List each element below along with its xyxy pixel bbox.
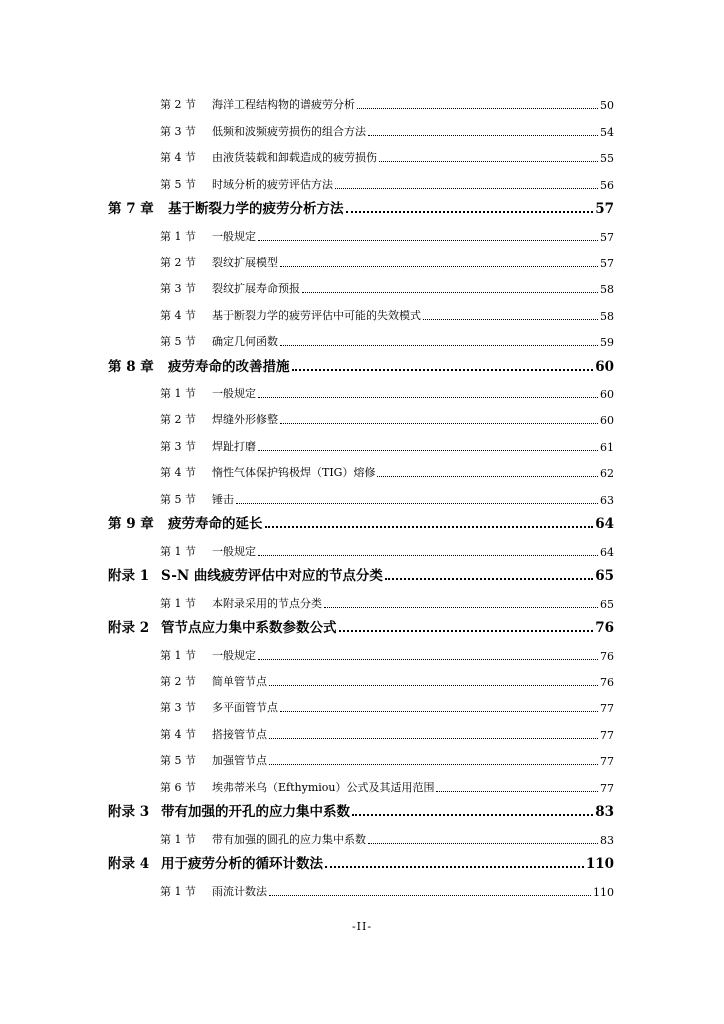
- dot-leader: [280, 266, 598, 267]
- entry-title: 一般规定: [212, 229, 256, 243]
- entry-title: 雨流计数法: [212, 884, 267, 898]
- entry-page-number: 77: [600, 702, 614, 716]
- entry-number: 第 2 节: [160, 255, 196, 269]
- entry-number: 第 5 节: [160, 754, 196, 768]
- entry-title: 惰性气体保护钨极焊（TIG）熔修: [212, 466, 376, 480]
- entry-page-number: 56: [600, 178, 614, 192]
- entry-page-number: 60: [600, 388, 614, 402]
- entry-title: 搭接管节点: [212, 727, 267, 741]
- dot-leader: [339, 630, 594, 632]
- toc-section-entry[interactable]: [108, 480, 614, 506]
- entry-number: 第 3 节: [160, 124, 196, 138]
- entry-number: 第 4 节: [160, 727, 196, 741]
- entry-page-number: 54: [600, 125, 614, 139]
- entry-number: 附录 2: [108, 620, 150, 637]
- entry-page-number: 65: [595, 568, 614, 585]
- entry-page-number: 77: [600, 781, 614, 795]
- entry-number: 第 6 节: [160, 780, 196, 794]
- entry-number: 第 5 节: [160, 335, 196, 349]
- entry-page-number: 110: [593, 885, 614, 899]
- entry-page-number: 77: [600, 755, 614, 769]
- toc-chapter-entry[interactable]: [108, 349, 614, 375]
- toc-section-entry[interactable]: [108, 375, 614, 401]
- entry-title: 一般规定: [212, 387, 256, 401]
- entry-title: 带有加强的开孔的应力集中系数: [161, 804, 350, 821]
- dot-leader: [325, 866, 584, 868]
- entry-page-number: 76: [600, 649, 614, 663]
- toc-chapter-entry[interactable]: [108, 507, 614, 533]
- entry-title: 一般规定: [212, 648, 256, 662]
- dot-leader: [423, 319, 598, 320]
- toc-section-entry[interactable]: [108, 820, 614, 846]
- entry-number: 第 4 节: [160, 151, 196, 165]
- dot-leader: [269, 685, 598, 686]
- entry-title: 疲劳寿命的改善措施: [168, 358, 290, 375]
- entry-page-number: 63: [600, 493, 614, 507]
- entry-title: 由液货装载和卸载造成的疲劳损伤: [212, 151, 377, 165]
- toc-section-entry[interactable]: [108, 742, 614, 768]
- entry-title: 锤击: [212, 492, 234, 506]
- dot-leader: [436, 791, 598, 792]
- dot-leader: [368, 135, 598, 136]
- entry-number: 附录 4: [108, 856, 150, 873]
- entry-title: 时域分析的疲劳评估方法: [212, 177, 333, 191]
- toc-section-entry[interactable]: [108, 689, 614, 715]
- entry-title: 焊趾打磨: [212, 439, 256, 453]
- toc-section-entry[interactable]: [108, 872, 614, 898]
- entry-page-number: 60: [595, 358, 614, 375]
- entry-title: 确定几何函数: [212, 335, 278, 349]
- dot-leader: [258, 659, 598, 660]
- dot-leader: [280, 711, 598, 712]
- entry-number: 第 5 节: [160, 492, 196, 506]
- toc-section-entry[interactable]: [108, 768, 614, 794]
- entry-number: 第 4 节: [160, 466, 196, 480]
- entry-number: 第 3 节: [160, 701, 196, 715]
- toc-section-entry[interactable]: [108, 270, 614, 296]
- entry-title: 疲劳寿命的延长: [168, 516, 263, 533]
- toc-appendix-entry[interactable]: [108, 847, 614, 873]
- entry-number: 第 1 节: [160, 884, 196, 898]
- entry-page-number: 61: [600, 440, 614, 454]
- dot-leader: [258, 555, 598, 556]
- dot-leader: [269, 738, 598, 739]
- entry-number: 第 1 节: [160, 648, 196, 662]
- entry-number: 第 7 章: [108, 201, 154, 218]
- dot-leader: [385, 578, 593, 580]
- entry-number: 第 1 节: [160, 387, 196, 401]
- entry-page-number: 55: [600, 152, 614, 166]
- entry-number: 第 9 章: [108, 516, 154, 533]
- entry-page-number: 57: [600, 230, 614, 244]
- entry-title: 本附录采用的节点分类: [212, 596, 322, 610]
- entry-page-number: 60: [600, 414, 614, 428]
- toc-section-entry[interactable]: [108, 401, 614, 427]
- toc-section-entry[interactable]: [108, 139, 614, 165]
- dot-leader: [269, 895, 591, 896]
- entry-number: 附录 1: [108, 568, 150, 585]
- dot-leader: [280, 423, 598, 424]
- entry-page-number: 62: [600, 467, 614, 481]
- toc-section-entry[interactable]: [108, 323, 614, 349]
- entry-number: 第 3 节: [160, 282, 196, 296]
- entry-page-number: 57: [600, 256, 614, 270]
- dot-leader: [292, 369, 594, 371]
- dot-leader: [377, 476, 598, 477]
- dot-leader: [352, 814, 593, 816]
- dot-leader: [236, 503, 598, 504]
- entry-title: 用于疲劳分析的循环计数法: [161, 856, 323, 873]
- toc-section-entry[interactable]: [108, 454, 614, 480]
- page-number-footer: -II-: [351, 920, 373, 933]
- dot-leader: [302, 292, 598, 293]
- entry-number: 第 4 节: [160, 308, 196, 322]
- entry-page-number: 76: [600, 676, 614, 689]
- dot-leader: [269, 764, 598, 765]
- entry-title: 多平面管节点: [212, 701, 278, 715]
- entry-title: 简单管节点: [212, 675, 267, 688]
- entry-page-number: 50: [600, 99, 614, 113]
- dot-leader: [379, 161, 598, 162]
- entry-number: 附录 3: [108, 804, 150, 821]
- toc-section-entry[interactable]: [108, 244, 614, 270]
- toc-section-entry[interactable]: [108, 715, 614, 741]
- entry-number: 第 1 节: [160, 832, 196, 846]
- toc-section-entry[interactable]: [108, 532, 614, 558]
- dot-leader: [324, 607, 598, 608]
- entry-page-number: 57: [595, 201, 614, 218]
- toc-section-entry[interactable]: [108, 165, 614, 191]
- toc-section-entry[interactable]: [108, 663, 614, 689]
- toc-chapter-entry[interactable]: [108, 192, 614, 218]
- toc-appendix-entry[interactable]: [108, 559, 614, 585]
- entry-number: 第 1 节: [160, 229, 196, 243]
- toc-section-entry[interactable]: [108, 427, 614, 453]
- entry-title: 裂纹扩展寿命预报: [212, 282, 300, 296]
- entry-page-number: 77: [600, 728, 614, 742]
- toc-section-entry[interactable]: [108, 636, 614, 662]
- entry-title: 低频和波频疲劳损伤的组合方法: [212, 124, 366, 138]
- entry-title: 焊缝外形修整: [212, 413, 278, 427]
- entry-number: 第 1 节: [160, 544, 196, 558]
- dot-leader: [357, 108, 598, 109]
- dot-leader: [258, 397, 598, 398]
- entry-title: 海洋工程结构物的谱疲劳分析: [212, 98, 355, 112]
- entry-page-number: 83: [595, 804, 614, 821]
- entry-title: 基于断裂力学的疲劳分析方法: [168, 201, 344, 218]
- entry-page-number: 64: [595, 516, 614, 533]
- dot-leader: [258, 240, 598, 241]
- dot-leader: [265, 526, 594, 528]
- dot-leader: [280, 345, 598, 346]
- entry-number: 第 2 节: [160, 413, 196, 427]
- entry-title: 一般规定: [212, 544, 256, 558]
- toc-section-entry[interactable]: [108, 217, 614, 243]
- entry-number: 第 2 节: [160, 98, 196, 112]
- entry-title: 裂纹扩展模型: [212, 255, 278, 269]
- entry-title: 管节点应力集中系数参数公式: [161, 620, 337, 637]
- dot-leader: [346, 211, 594, 213]
- entry-page-number: 83: [600, 833, 614, 847]
- entry-page-number: 58: [600, 309, 614, 323]
- toc-section-entry[interactable]: [108, 584, 614, 610]
- toc-appendix-entry[interactable]: [108, 795, 614, 821]
- entry-number: 第 3 节: [160, 439, 196, 453]
- entry-page-number: 59: [600, 336, 614, 350]
- entry-title: 加强管节点: [212, 754, 267, 768]
- entry-number: 第 8 章: [108, 358, 154, 375]
- entry-page-number: 64: [600, 545, 614, 559]
- dot-leader: [335, 188, 598, 189]
- table-of-contents: [108, 86, 614, 899]
- toc-section-entry[interactable]: [108, 112, 614, 138]
- entry-page-number: 65: [600, 597, 614, 611]
- entry-page-number: 58: [600, 283, 614, 297]
- entry-title: 带有加强的圆孔的应力集中系数: [212, 832, 366, 846]
- toc-section-entry[interactable]: [108, 296, 614, 322]
- entry-title: 基于断裂力学的疲劳评估中可能的失效模式: [212, 308, 421, 322]
- entry-number: 第 2 节: [160, 675, 196, 688]
- toc-appendix-entry[interactable]: [108, 611, 614, 637]
- toc-section-entry[interactable]: [108, 86, 614, 112]
- entry-title: S-N 曲线疲劳评估中对应的节点分类: [161, 568, 383, 585]
- entry-title: 埃弗蒂米乌（Efthymiou）公式及其适用范围: [212, 780, 435, 794]
- entry-number: 第 5 节: [160, 177, 196, 191]
- entry-page-number: 76: [595, 620, 614, 637]
- entry-page-number: 110: [585, 856, 614, 873]
- dot-leader: [368, 843, 598, 844]
- entry-number: 第 1 节: [160, 596, 196, 610]
- dot-leader: [258, 450, 598, 451]
